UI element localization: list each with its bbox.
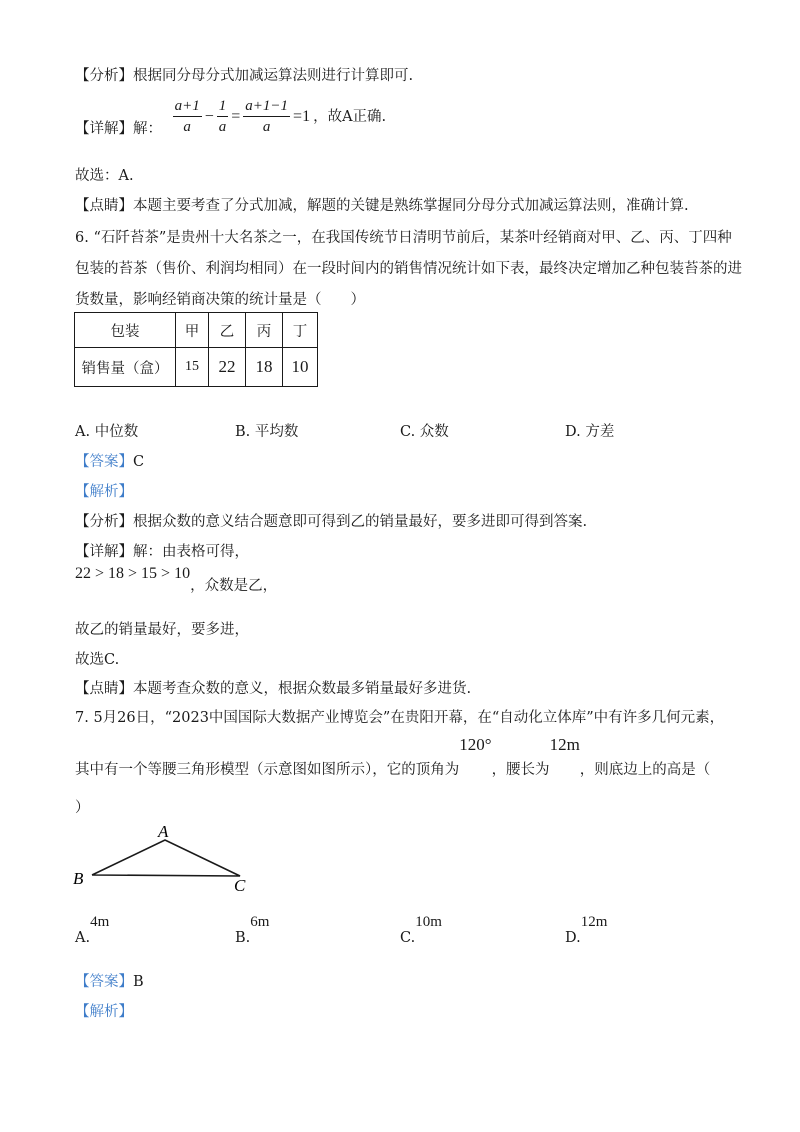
table-header-row <box>75 313 318 348</box>
stem-part-a: 其中有一个等腰三角形模型（示意图如图所示），它的顶角为 <box>75 762 460 778</box>
q6-stem-line-3: 货数量，影响经销商决策的统计量是（ ） <box>75 292 365 308</box>
q7-stem-line-2 <box>75 735 711 780</box>
analysis-text: 根据同分母分式加减运算法则进行计算即可. <box>133 68 414 84</box>
inequality: 22 > 18 > 15 > 10 <box>75 565 191 582</box>
value-cell: 18 <box>246 348 283 387</box>
comment-text: 本题主要考查了分式加减，解题的关键是熟练掌握同分母分式加减运算法则，准确计算. <box>133 198 689 214</box>
q6-answer <box>75 450 144 471</box>
header-cell: 甲 <box>176 313 209 348</box>
triangle-abc <box>92 840 240 876</box>
fraction-2-denominator: a <box>218 119 227 135</box>
analysis-text: 根据众数的意义结合题意即可得到乙的销量最好，要多进即可得到答案. <box>133 514 588 530</box>
fraction-2-numerator: 1 <box>217 96 229 117</box>
vertex-label-c: C <box>234 876 246 895</box>
q7-option-c <box>400 914 442 946</box>
minus-sign: − <box>204 107 214 125</box>
stem-part-b: ，腰长为 <box>491 762 550 778</box>
fraction-1-denominator: a <box>183 119 191 135</box>
q6-option-a: A. 中位数 <box>75 424 139 440</box>
q7-option-d <box>565 914 608 946</box>
sales-table <box>74 312 318 387</box>
option-value: 10m <box>415 914 442 930</box>
vertex-angle: 120° <box>459 735 492 754</box>
leg-length: 12m <box>549 735 580 754</box>
fraction-1 <box>173 96 202 137</box>
detail-tag: 【详解】 <box>75 120 133 137</box>
q7-stem-line-1: 7. 5月26日，“2023中国国际大数据产业博览会”在贵阳开幕，在“自动化立体库”中有许多几何元素， <box>75 710 725 726</box>
header-cell: 丙 <box>246 313 283 348</box>
comment-tag: 【点睛】 <box>75 681 133 697</box>
fraction-3-denominator: a <box>262 119 271 135</box>
q6-detail <box>75 540 249 561</box>
equals-sign: = <box>231 107 241 125</box>
q6-choice: 故选C. <box>75 652 120 668</box>
option-value: 12m <box>580 914 608 930</box>
q5-comment <box>75 194 689 215</box>
q6-stem-line-1: 6. “石阡苔茶”是贵州十大名茶之一，在我国传统节日清明节前后，某茶叶经销商对甲、乙、丙、丁四种 <box>75 230 732 246</box>
analysis-tag: 【分析】 <box>75 514 133 530</box>
q6-explain-tag: 【解析】 <box>75 484 133 500</box>
detail-tag: 【详解】 <box>75 544 133 560</box>
q6-stem-line-2: 包装的苔茶（售价、利润均相同）在一段时间内的销售情况统计如下表，最终决定增加乙种包装苔茶的进 <box>75 261 742 277</box>
comment-tag: 【点睛】 <box>75 198 133 214</box>
header-cell: 包装 <box>75 313 176 348</box>
q7-option-a <box>75 914 110 946</box>
table-row <box>75 348 318 387</box>
fraction-2 <box>217 96 229 137</box>
q5-choice: 故选：A. <box>75 168 134 184</box>
inequality-suffix: ，众数是乙， <box>190 578 278 594</box>
q7-option-b <box>235 914 270 946</box>
fraction-1-numerator: a+1 <box>173 96 202 117</box>
triangle-figure <box>70 820 270 900</box>
q6-comment <box>75 677 471 698</box>
q6-option-c: C. 众数 <box>400 424 449 440</box>
option-value: 6m <box>250 914 270 930</box>
result: =1 <box>293 107 311 125</box>
fraction-3 <box>243 96 290 137</box>
value-cell: 22 <box>209 348 246 387</box>
q7-answer <box>75 970 144 991</box>
option-letter: B. <box>235 930 251 946</box>
answer-value: C <box>133 454 145 470</box>
option-letter: A. <box>75 930 91 946</box>
option-letter: C. <box>400 930 416 946</box>
row-label-cell: 销售量（盒） <box>75 348 176 387</box>
detail-suffix: ，故A正确. <box>313 108 387 125</box>
fraction-3-numerator: a+1−1 <box>243 96 290 117</box>
q7-stem-line-3: ） <box>75 800 90 816</box>
q5-detail <box>75 96 386 140</box>
option-value: 4m <box>90 914 110 930</box>
header-cell: 乙 <box>209 313 246 348</box>
header-cell: 丁 <box>283 313 318 348</box>
q6-inequality-line <box>75 565 278 594</box>
q5-analysis <box>75 64 413 85</box>
option-letter: D. <box>565 930 581 946</box>
value-cell: 10 <box>283 348 318 387</box>
comment-text: 本题考查众数的意义，根据众数最多销量最好多进货. <box>133 681 472 697</box>
q6-analysis <box>75 510 587 531</box>
analysis-tag: 【分析】 <box>75 68 133 84</box>
detail-text: 解：由表格可得， <box>133 544 249 560</box>
q6-option-b: B. 平均数 <box>235 424 299 440</box>
answer-value: B <box>133 974 144 990</box>
vertex-label-a: A <box>158 822 169 841</box>
stem-part-c: ，则底边上的高是（ <box>579 762 711 778</box>
answer-tag: 【答案】 <box>75 454 133 470</box>
detail-prefix: 解： <box>133 120 162 137</box>
q7-explain-tag: 【解析】 <box>75 1004 133 1020</box>
answer-tag: 【答案】 <box>75 974 133 990</box>
q6-conclusion: 故乙的销量最好，要多进， <box>75 622 249 638</box>
vertex-label-b: B <box>73 869 84 888</box>
value-cell: 15 <box>176 348 209 387</box>
q6-option-d: D. 方差 <box>565 424 615 440</box>
